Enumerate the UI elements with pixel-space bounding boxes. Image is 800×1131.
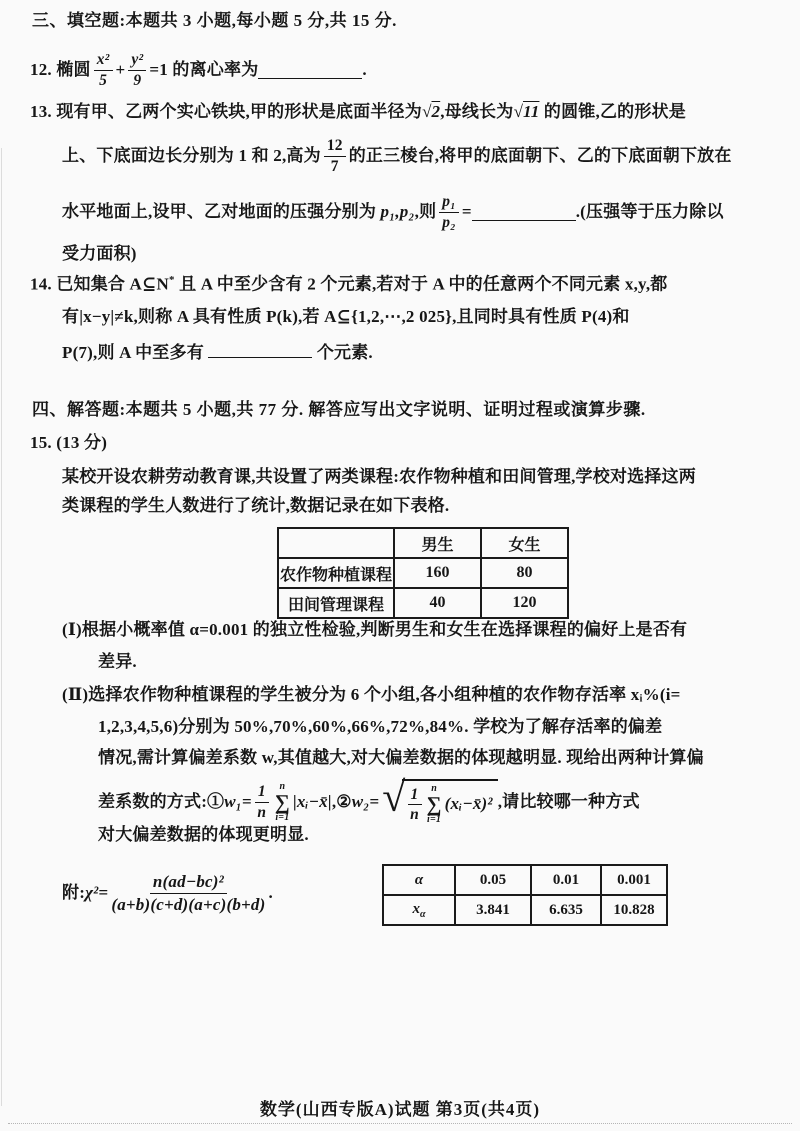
q15-intro-line2: 类课程的学生人数进行了统计,数据记录在如下表格. bbox=[62, 496, 450, 515]
table2-alpha-001: 0.01 bbox=[531, 865, 601, 895]
q13-number: 13. bbox=[30, 101, 52, 121]
q13-l3-text-b: ,则 bbox=[414, 201, 437, 221]
w1-summation: n ∑ i=1 bbox=[274, 780, 290, 823]
chi-square-formula bbox=[62, 862, 273, 924]
q13-l3-text-a: 水平地面上,设甲、乙对地面的压强分别为 bbox=[62, 201, 377, 221]
page-footer: 数学(山西专版A)试题 第3页(共4页) bbox=[259, 1100, 541, 1119]
question-12 bbox=[30, 46, 367, 94]
chi-square-fraction: $\frac{\text{n(ad−bc)²}}{(a+b)(c+d)(a+c)(b+d)}$ bbox=[111, 872, 266, 914]
appendix-label: 附: bbox=[62, 882, 86, 902]
q14-number: 14. bbox=[30, 274, 52, 294]
q13-l3-text-c: .(压强等于压力除以 bbox=[575, 201, 724, 221]
table2-crit-6635: 6.635 bbox=[531, 895, 601, 925]
q15-part2-line3: 情况,需计算偏差系数 w,其值越大,对大偏差数据的体现越明显. 现给出两种计算偏 bbox=[98, 748, 704, 767]
q12-period: . bbox=[362, 59, 367, 79]
q14-l3-text-b: 个元素. bbox=[316, 342, 373, 362]
q13-l1-text-a: 现有甲、乙两个实心铁块,甲的形状是底面半径为 bbox=[56, 101, 422, 121]
critical-values-table bbox=[382, 864, 668, 926]
q15-part1-line2: 差异. bbox=[98, 652, 137, 671]
q13-sqrt11-sign: √ bbox=[513, 101, 523, 121]
w2-squared-term: (xᵢ−x̄)² bbox=[444, 794, 493, 814]
table2-alpha-0001: 0.001 bbox=[601, 865, 667, 895]
chi-equals-sign: = bbox=[98, 882, 109, 902]
q15-part2-line1: (Ⅱ)选择农作物种植课程的学生被分为 6 个小组,各小组种植的农作物存活率 xᵢ%(i= bbox=[62, 685, 681, 704]
chi-squared-symbol: χ² bbox=[85, 882, 99, 902]
question-14-line1 bbox=[30, 273, 667, 297]
course-gender-table bbox=[277, 527, 569, 619]
q12-answer-blank bbox=[258, 61, 362, 80]
table2-alpha-005: 0.05 bbox=[455, 865, 531, 895]
question-13-line4: 受力面积) bbox=[62, 244, 137, 263]
chi-formula-period: . bbox=[268, 882, 273, 902]
page-bottom-rule bbox=[8, 1123, 792, 1124]
w1-abs-term: |xᵢ−x̄| bbox=[292, 791, 332, 811]
q12-fraction-y: $\frac{\text{y²}}{9}$ bbox=[128, 51, 146, 89]
part2-l4-text-c: ,请比较哪一种方式 bbox=[497, 791, 640, 811]
w1-one-over-n-fraction: $\frac{1}{n}$ bbox=[255, 783, 269, 821]
question-15-number: 15. (13 分) bbox=[30, 433, 108, 452]
scan-edge-line bbox=[1, 148, 2, 1106]
section3-heading: 三、填空题:本题共 3 小题,每小题 5 分,共 15 分. bbox=[32, 11, 397, 30]
q13-sqrt2-radicand: 2 bbox=[431, 101, 441, 121]
table2-crit-10828: 10.828 bbox=[601, 895, 667, 925]
q13-l2-text-b: 的正三棱台,将甲的底面朝下、乙的下底面朝下放在 bbox=[348, 145, 732, 165]
table2-crit-3841: 3.841 bbox=[455, 895, 531, 925]
w2-symbol: w₂= bbox=[351, 791, 380, 811]
q12-plus-sign: + bbox=[115, 59, 126, 79]
q13-l2-text-a: 上、下底面边长分别为 1 和 2,高为 bbox=[62, 145, 321, 165]
q14-answer-blank bbox=[208, 339, 312, 358]
q14-nstar-superscript: * bbox=[168, 274, 175, 286]
q12-equals-one: =1 bbox=[149, 59, 168, 79]
q13-height-fraction: $\frac{12}{7}$ bbox=[324, 137, 346, 175]
question-13-line1 bbox=[30, 99, 686, 125]
q12-mid-text: 的离心率为 bbox=[172, 59, 259, 79]
q15-part1-line1: (Ⅰ)根据小概率值 α=0.001 的独立性检验,判断男生和女生在选择课程的偏好上是否有 bbox=[62, 620, 688, 639]
table1-row1-male: 160 bbox=[394, 558, 481, 588]
w2-square-root bbox=[382, 775, 497, 825]
table1-header-male: 男生 bbox=[394, 528, 481, 558]
table-row bbox=[278, 588, 568, 618]
table1-row1-female: 80 bbox=[481, 558, 568, 588]
w2-one-over-n-fraction: $\frac{1}{n}$ bbox=[408, 786, 422, 824]
w1-symbol: w₁= bbox=[224, 791, 252, 811]
table-row bbox=[278, 528, 568, 558]
radicand bbox=[402, 779, 498, 825]
q15-part2-line5: 对大偏差数据的体现更明显. bbox=[98, 825, 309, 844]
question-13-line2 bbox=[62, 133, 732, 179]
q14-l1-text-a: 已知集合 A⊆N bbox=[56, 274, 169, 294]
question-13-line3 bbox=[62, 186, 724, 238]
table1-row2-label: 田间管理课程 bbox=[278, 588, 394, 618]
section4-heading: 四、解答题:本题共 5 小题,共 77 分. 解答应写出文字说明、证明过程或演算步骤. bbox=[32, 400, 646, 419]
q15-intro-line1: 某校开设农耕劳动教育课,共设置了两类课程:农作物种植和田间管理,学校对选择这两 bbox=[62, 467, 696, 486]
table1-row1-label: 农作物种植课程 bbox=[278, 558, 394, 588]
xalpha-subscript: α bbox=[419, 908, 426, 920]
part2-l4-text-a: 差系数的方式:① bbox=[98, 791, 225, 811]
w2-summation: n ∑ i=1 bbox=[426, 783, 442, 825]
q15-part2-line2: 1,2,3,4,5,6)分别为 50%,70%,60%,66%,72%,84%. 学校为了解存活率的偏差 bbox=[98, 717, 663, 736]
q13-answer-blank bbox=[472, 203, 576, 222]
q13-sqrt11-radicand: 11 bbox=[522, 101, 540, 121]
table1-row2-male: 40 bbox=[394, 588, 481, 618]
table2-alpha-label: α bbox=[383, 865, 455, 895]
question-14-line3 bbox=[62, 339, 373, 365]
q13-l1-text-c: 的圆锥,乙的形状是 bbox=[543, 101, 686, 121]
q14-l3-text-a: P(7),则 A 中至多有 bbox=[62, 342, 204, 362]
q13-l1-text-b: ,母线长为 bbox=[440, 101, 514, 121]
q13-sqrt2-sign: √ bbox=[421, 101, 432, 121]
q13-equals-sign: = bbox=[461, 201, 472, 221]
table1-row2-female: 120 bbox=[481, 588, 568, 618]
q13-pressure-ratio-fraction: $\frac{\text{p₁}}{\text{p₂}}$ bbox=[439, 193, 459, 231]
part2-l4-text-b: ,② bbox=[331, 791, 352, 811]
question-14-line2: 有|x−y|≠k,则称 A 具有性质 P(k),若 A⊆{1,2,⋯,2 025},且同时具有性质 P(4)和 bbox=[62, 307, 630, 326]
table2-xalpha-label: $x_\alpha$ bbox=[383, 895, 455, 925]
table-row bbox=[383, 865, 667, 895]
q13-p1p2-vars: p₁,p₂ bbox=[380, 201, 415, 221]
table-row bbox=[383, 895, 667, 925]
q12-number: 12. bbox=[30, 59, 52, 79]
table-row bbox=[278, 558, 568, 588]
q12-fraction-x: $\frac{\text{x²}}{5}$ bbox=[94, 51, 113, 89]
q12-pre-text: 椭圆 bbox=[56, 59, 91, 79]
table1-header-female: 女生 bbox=[481, 528, 568, 558]
table1-corner-cell bbox=[278, 528, 394, 558]
q14-l1-text-b: 且 A 中至少含有 2 个元素,若对于 A 中的任意两个不同元素 x,y,都 bbox=[179, 274, 668, 294]
radical-sign: √ bbox=[382, 775, 406, 822]
q15-part2-formula-line bbox=[98, 773, 640, 831]
